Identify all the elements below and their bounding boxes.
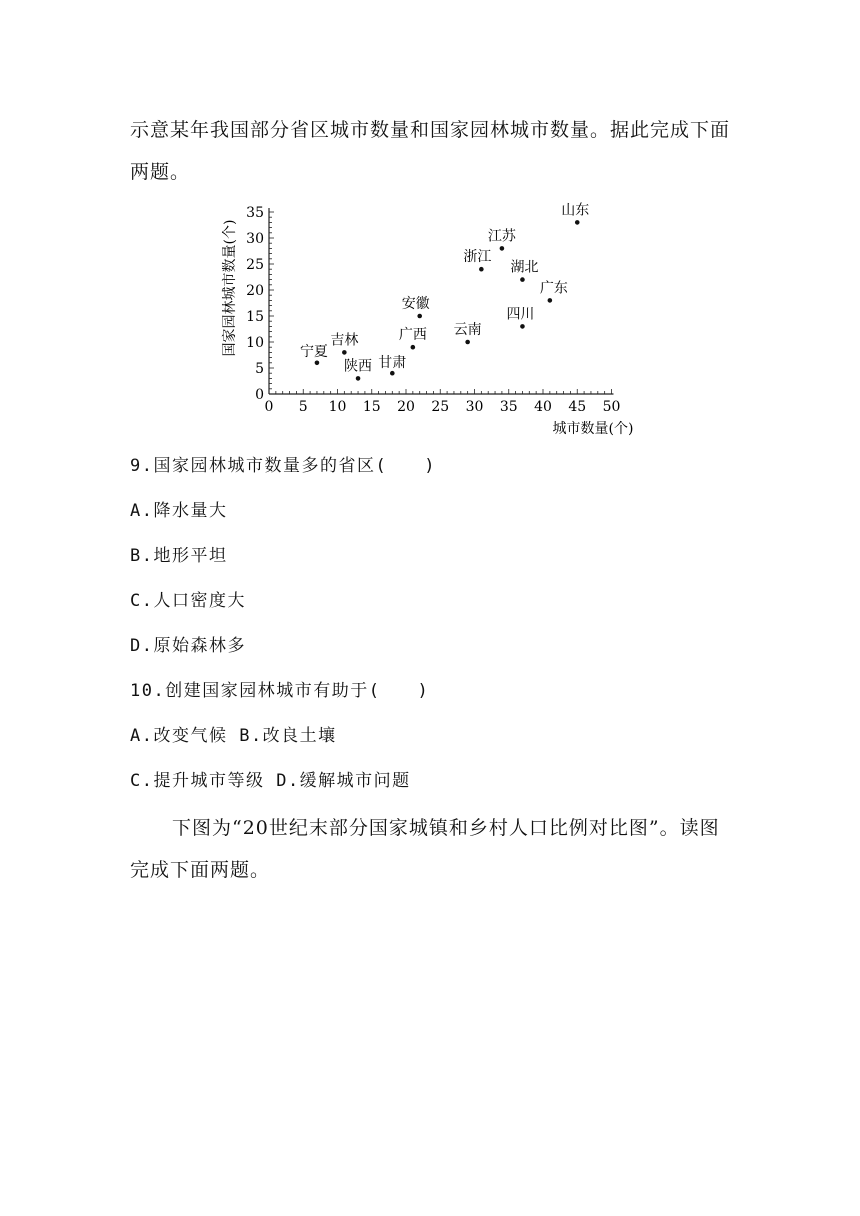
next-intro-line-1: 下图为“20世纪末部分国家城镇和乡村人口比例对比图”。读图 [172, 817, 720, 839]
data-point [465, 340, 470, 345]
intro-line-2: 两题。 [130, 161, 191, 183]
intro-line-1: 示意某年我国部分省区城市数量和国家园林城市数量。据此完成下面 [130, 119, 731, 141]
q9-stem: 9.国家园林城市数量多的省区( ) [130, 456, 436, 476]
point-label: 四川 [506, 306, 535, 323]
data-point [356, 376, 361, 381]
y-tick-label: 35 [246, 205, 264, 221]
x-tick-label: 35 [499, 399, 518, 415]
y-ticks [246, 205, 264, 403]
q10-stem: 10.创建国家园林城市有助于( ) [130, 681, 430, 701]
data-point [520, 277, 525, 282]
x-tick-label: 25 [431, 399, 450, 415]
y-tick-label: 15 [246, 309, 264, 325]
y-tick-label: 0 [255, 387, 264, 403]
scatter-chart [210, 192, 650, 442]
x-tick-label: 15 [362, 399, 381, 415]
point-label: 广东 [539, 280, 568, 297]
data-points [300, 202, 589, 380]
q9-option-b: B.地形平坦 [130, 546, 228, 566]
x-tick-label: 40 [534, 399, 552, 415]
q10-options-cd: C.提升城市等级 D.缓解城市问题 [130, 771, 411, 791]
data-point [342, 350, 347, 355]
y-axis-label: 国家园林城市数量(个) [222, 219, 238, 357]
q9-option-c: C.人口密度大 [130, 591, 246, 611]
point-label: 甘肃 [378, 355, 407, 372]
point-label: 湖北 [510, 259, 539, 276]
point-label: 陕西 [344, 358, 373, 375]
y-tick-label: 10 [246, 335, 264, 351]
x-tick-label: 10 [328, 399, 347, 415]
point-label: 浙江 [463, 249, 492, 266]
point-label: 安徽 [401, 296, 430, 312]
data-point [411, 345, 416, 350]
point-label: 宁夏 [299, 343, 328, 360]
y-tick-label: 20 [246, 283, 264, 299]
y-tick-label: 30 [246, 231, 264, 247]
x-tick-label: 20 [397, 399, 415, 415]
x-tick-label: 50 [602, 399, 621, 415]
next-intro-line-2: 完成下面两题。 [130, 859, 271, 881]
data-point [479, 267, 484, 272]
q9-option-a: A.降水量大 [130, 501, 228, 521]
point-label: 云南 [453, 322, 482, 338]
data-point [575, 220, 580, 225]
point-label: 山东 [561, 202, 590, 219]
chart-axes [269, 208, 614, 394]
data-point [520, 324, 525, 329]
data-point [390, 371, 395, 376]
data-point [315, 361, 320, 366]
q9-option-d: D.原始森林多 [130, 636, 246, 656]
data-point [548, 298, 553, 303]
x-ticks [265, 399, 621, 415]
x-tick-label: 30 [465, 399, 484, 415]
x-tick-label: 0 [264, 399, 274, 415]
q10-options-ab: A.改变气候 B.改良土壤 [130, 726, 337, 746]
x-axis-label: 城市数量(个) [552, 421, 634, 437]
y-tick-label: 5 [255, 361, 264, 377]
data-point [500, 246, 505, 251]
x-tick-label: 5 [298, 399, 308, 415]
point-label: 吉林 [330, 332, 359, 349]
x-tick-label: 45 [568, 399, 587, 415]
point-label: 江苏 [487, 228, 516, 245]
point-label: 广西 [398, 327, 427, 344]
y-tick-label: 25 [246, 257, 264, 273]
data-point [417, 314, 422, 319]
